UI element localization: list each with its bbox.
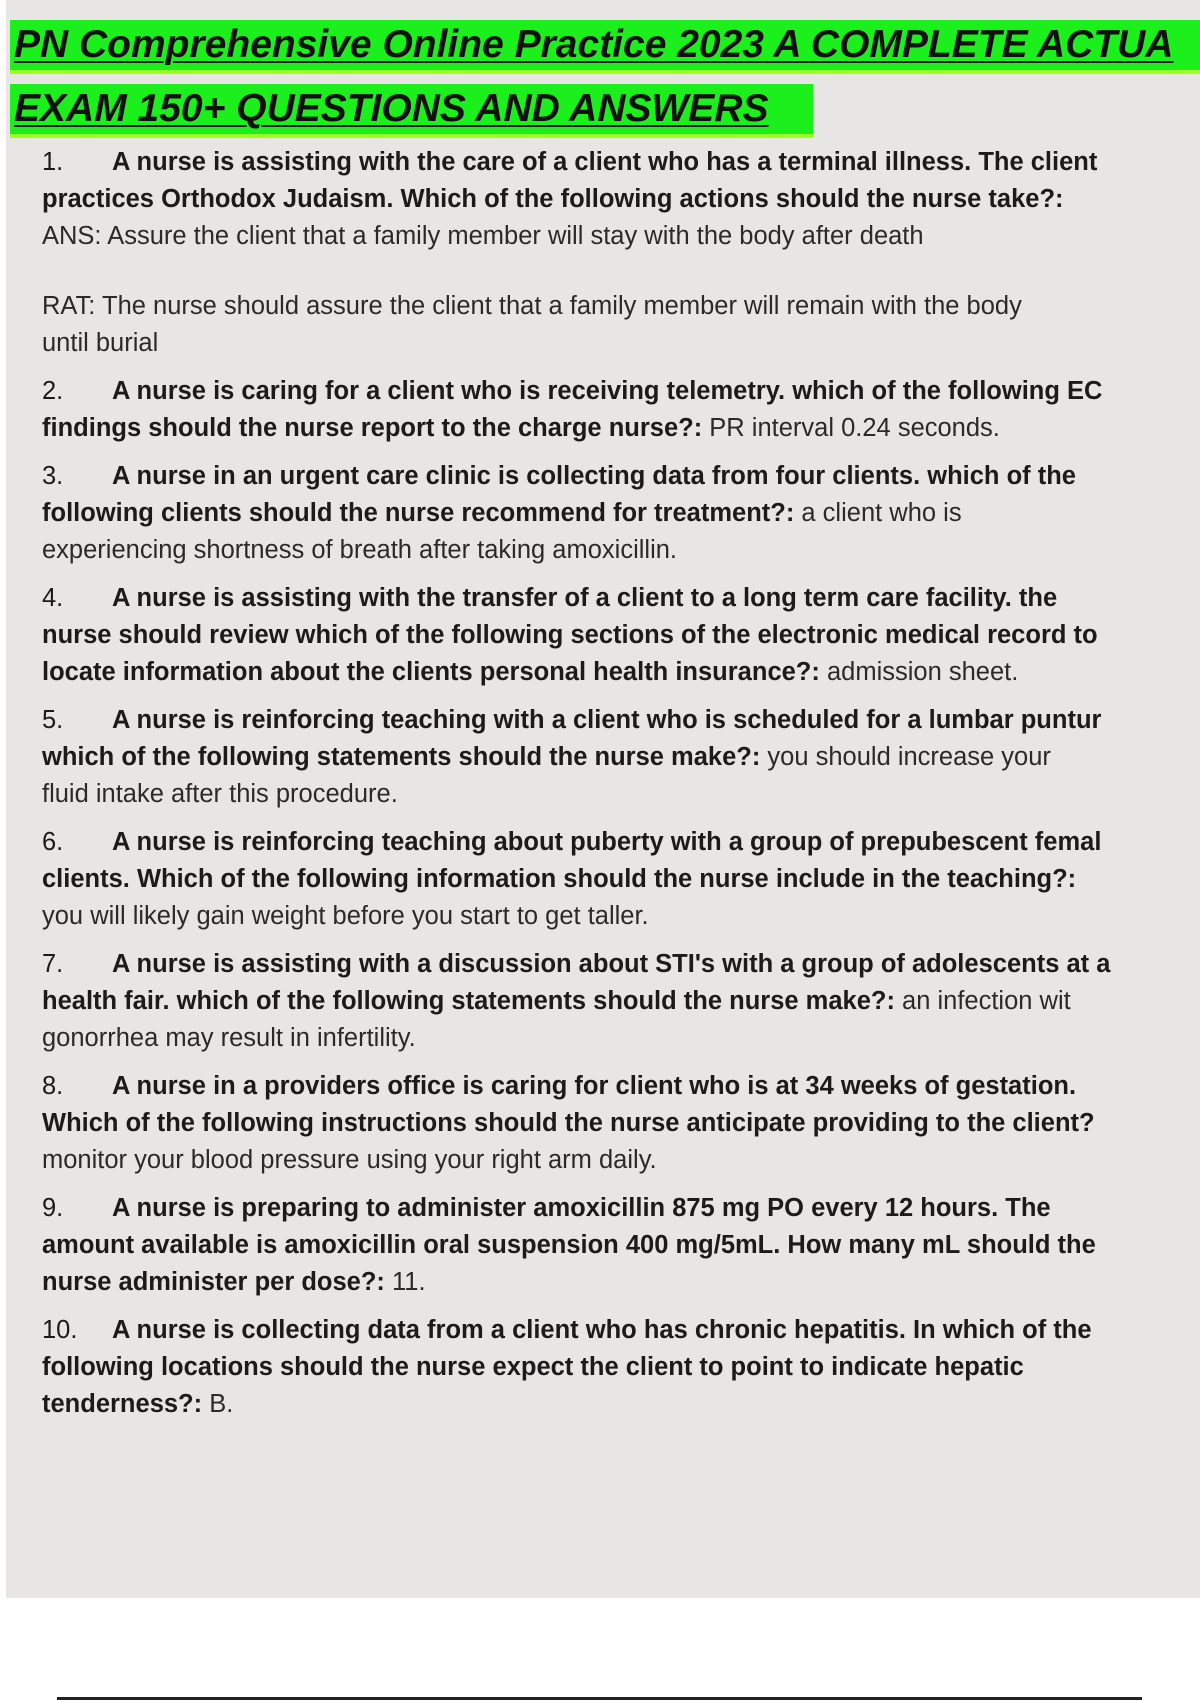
question-text: A nurse is collecting data from a client who has chronic hepatitis. In which of the	[112, 1316, 1092, 1344]
question-text: A nurse is caring for a client who is receiving telemetry. which of the following EC	[112, 377, 1103, 405]
question-number: 4.	[42, 584, 64, 612]
question-line	[42, 580, 1200, 617]
question-text: nurse should review which of the following sections of the electronic medical record to	[42, 621, 1098, 649]
answer-text: an infection wit	[894, 987, 1071, 1015]
question-line	[42, 1386, 1200, 1423]
rationale-text: RAT: The nurse should assure the client that a family member will remain with the body	[42, 292, 1022, 320]
question-item-5	[42, 702, 1200, 813]
question-line	[42, 654, 1200, 691]
answer-text: a client who is	[794, 499, 962, 527]
question-item-2	[42, 373, 1200, 447]
question-text: A nurse is assisting with the care of a client who has a terminal illness. The client	[112, 148, 1098, 176]
answer-text: PR interval 0.24 seconds.	[702, 414, 1000, 442]
question-text: A nurse in an urgent care clinic is collecting data from four clients. which of the	[112, 462, 1076, 490]
answer-text: ANS: Assure the client that a family member will stay with the body after death	[42, 222, 924, 250]
question-line	[42, 739, 1200, 776]
question-text: tenderness?:	[42, 1390, 203, 1418]
question-line	[42, 1105, 1200, 1142]
question-item-7	[42, 946, 1200, 1057]
question-item-10	[42, 1312, 1200, 1423]
question-text: which of the following statements should the nurse make?:	[42, 743, 761, 771]
question-number: 10.	[42, 1316, 78, 1344]
question-number: 7.	[42, 950, 64, 978]
question-text: A nurse is assisting with a discussion about STI's with a group of adolescents at a	[112, 950, 1111, 978]
question-line	[42, 946, 1200, 983]
question-text: practices Orthodox Judaism. Which of the following actions should the nurse take?:	[42, 185, 1064, 213]
question-line	[42, 181, 1200, 218]
answer-text: 11.	[384, 1268, 426, 1296]
question-text: A nurse is assisting with the transfer of a client to a long term care facility. the	[112, 584, 1058, 612]
title-line-1: PN Comprehensive Online Practice 2023 A COMPLETE ACTUA	[10, 20, 1200, 74]
answer-text: monitor your blood pressure using your right arm daily.	[42, 1146, 657, 1174]
question-line	[42, 617, 1200, 654]
question-text: amount available is amoxicillin oral suspension 400 mg/5mL. How many mL should the	[42, 1231, 1096, 1259]
question-text: clients. Which of the following information should the nurse include in the teaching?:	[42, 865, 1077, 893]
question-line	[42, 1190, 1200, 1227]
question-item-4	[42, 580, 1200, 691]
question-line	[42, 1312, 1200, 1349]
answer-text: admission sheet.	[819, 658, 1019, 686]
question-text: health fair. which of the following statements should the nurse make?:	[42, 987, 895, 1015]
rationale-block	[42, 288, 1200, 362]
question-item-9	[42, 1190, 1200, 1301]
answer-text: gonorrhea may result in infertility.	[42, 1024, 416, 1052]
question-number: 1.	[42, 148, 64, 176]
question-text: nurse administer per dose?:	[42, 1268, 385, 1296]
question-item-1	[42, 144, 1200, 362]
answer-text: experiencing shortness of breath after taking amoxicillin.	[42, 536, 677, 564]
question-text: Which of the following instructions should the nurse anticipate providing to the client?	[42, 1109, 1095, 1137]
question-line	[42, 702, 1200, 739]
question-list	[42, 144, 1200, 1423]
question-line	[42, 458, 1200, 495]
question-line	[42, 824, 1200, 861]
question-text: following locations should the nurse expect the client to point to indicate hepatic	[42, 1353, 1024, 1381]
question-text: locate information about the clients personal health insurance?:	[42, 658, 820, 686]
question-line	[42, 1227, 1200, 1264]
question-line	[42, 1264, 1200, 1301]
question-number: 9.	[42, 1194, 64, 1222]
title-line-2: EXAM 150+ QUESTIONS AND ANSWERS	[10, 84, 813, 138]
question-number: 2.	[42, 377, 64, 405]
question-number: 3.	[42, 462, 64, 490]
answer-text: fluid intake after this procedure.	[42, 780, 398, 808]
question-item-6	[42, 824, 1200, 935]
question-text: A nurse is reinforcing teaching with a client who is scheduled for a lumbar puntur	[112, 706, 1102, 734]
question-item-8	[42, 1068, 1200, 1179]
question-text: A nurse in a providers office is caring for client who is at 34 weeks of gestation.	[112, 1072, 1077, 1100]
question-line	[42, 495, 1200, 532]
question-number: 5.	[42, 706, 64, 734]
question-line	[42, 410, 1200, 447]
question-line	[42, 983, 1200, 1020]
answer-text: B.	[202, 1390, 234, 1418]
answer-text: you should increase your	[760, 743, 1051, 771]
question-text: A nurse is reinforcing teaching about puberty with a group of prepubescent femal	[112, 828, 1102, 856]
question-number: 8.	[42, 1072, 64, 1100]
question-line	[42, 861, 1200, 898]
question-line	[42, 144, 1200, 181]
question-text: A nurse is preparing to administer amoxicillin 875 mg PO every 12 hours. The	[112, 1194, 1051, 1222]
question-line	[42, 373, 1200, 410]
document-title	[0, 0, 1200, 145]
question-line	[42, 1068, 1200, 1105]
question-text: findings should the nurse report to the charge nurse?:	[42, 414, 703, 442]
answer-text: you will likely gain weight before you start to get taller.	[42, 902, 649, 930]
question-text: following clients should the nurse recommend for treatment?:	[42, 499, 795, 527]
question-item-3	[42, 458, 1200, 569]
question-number: 6.	[42, 828, 64, 856]
question-line	[42, 1349, 1200, 1386]
rationale-text: until burial	[42, 329, 159, 357]
